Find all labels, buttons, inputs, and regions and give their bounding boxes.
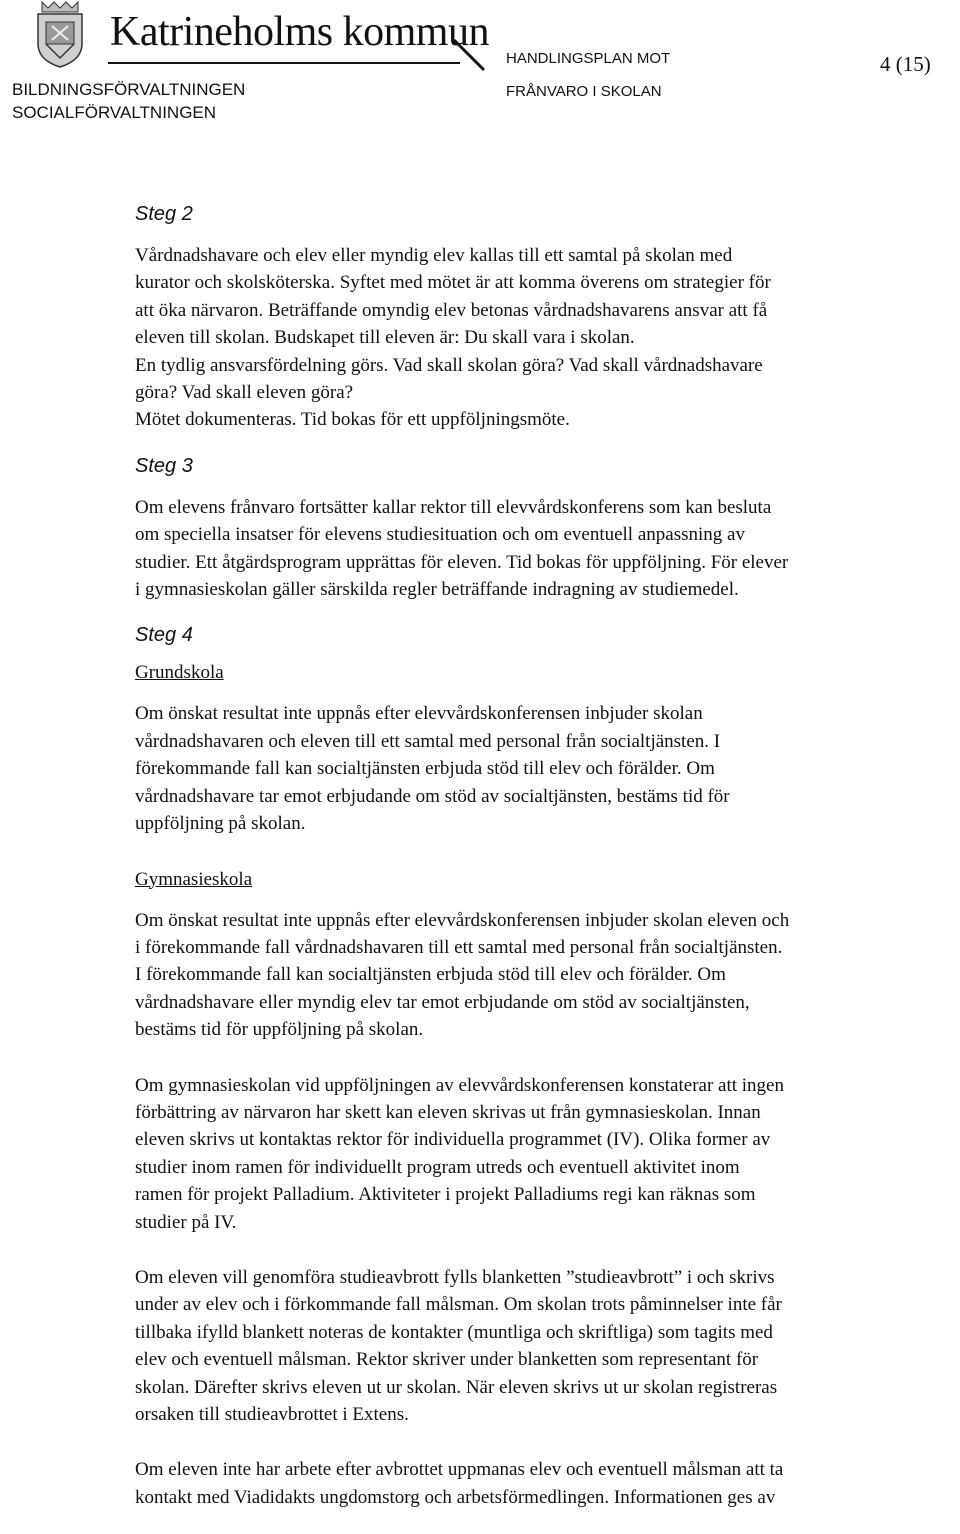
gymnasieskola-subheading: Gymnasieskola	[135, 868, 253, 890]
text-line: förekommande fall kan socialtjänsten erbjuda stöd till elev och förälder. Om	[135, 758, 715, 780]
text-line: elev och eventuell målsman. Rektor skriver under blanketten som representant för	[135, 1349, 759, 1371]
text-line: Om eleven inte har arbete efter avbrottet uppmanas elev och eventuell målsman att ta	[135, 1459, 784, 1481]
gymnasieskola-paragraph-4	[135, 1456, 955, 1511]
page-number: 4 (15)	[880, 52, 931, 76]
document-header	[0, 0, 960, 130]
text-line: under av elev och i förkommande fall målsman. Om skolan trots påminnelser inte får	[135, 1294, 782, 1316]
step-3-heading: Steg 3	[135, 454, 193, 477]
municipal-crest-icon	[34, 0, 86, 68]
text-line: Om önskat resultat inte uppnås efter elevvårdskonferensen inbjuder skolan eleven och	[135, 909, 790, 931]
text-line: ramen för projekt Palladium. Aktiviteter i projekt Palladiums regi kan räknas som	[135, 1184, 756, 1206]
grundskola-subheading: Grundskola	[135, 662, 224, 684]
text-line: förbättring av närvaron har skett kan eleven skrivas ut från gymnasieskolan. Innan	[135, 1101, 761, 1123]
department-1: BILDNINGSFÖRVALTNINGEN	[12, 80, 246, 99]
document-title-line-1: HANDLINGSPLAN MOT	[506, 50, 671, 67]
text-line: vårdnadshavare eller myndig elev tar emot erbjudande om stöd av socialtjänsten,	[135, 991, 750, 1013]
text-line: eleven skrivs ut kontaktas rektor för individuella programmet (IV). Olika former av	[135, 1129, 771, 1151]
text-line: bestäms tid för uppföljning på skolan.	[135, 1019, 424, 1041]
text-line: Mötet dokumenteras. Tid bokas för ett uppföljningsmöte.	[135, 409, 570, 431]
step-4-heading: Steg 4	[135, 624, 193, 647]
text-line: om speciella insatser för elevens studiesituation och om eventuell anpassning av	[135, 524, 745, 546]
text-line: vårdnadshavaren och eleven till ett samtal med personal från socialtjänsten. I	[135, 730, 721, 752]
gymnasieskola-paragraph-3	[135, 1264, 955, 1428]
text-line: Vårdnadshavare och elev eller myndig elev kallas till ett samtal på skolan med	[135, 245, 733, 266]
text-line: studier. Ett åtgärdsprogram upprättas för eleven. Tid bokas för uppföljning. För elever	[135, 551, 789, 573]
step-2-paragraph	[135, 242, 955, 434]
text-line: En tydlig ansvarsfördelning görs. Vad skall skolan göra? Vad skall vårdnadshavare	[135, 354, 763, 376]
document-title-line-2: FRÅNVARO I SKOLAN	[506, 83, 662, 100]
municipality-logo-text: Katrineholms kommun	[110, 9, 489, 55]
grundskola-paragraph	[135, 700, 955, 837]
text-line: eleven till skolan. Budskapet till eleven är: Du skall vara i skolan.	[135, 327, 635, 349]
text-line: I förekommande fall kan socialtjänsten erbjuda stöd till elev och förälder. Om	[135, 964, 726, 986]
gymnasieskola-paragraph-1	[135, 907, 955, 1044]
text-line: skolan. Därefter skrivs eleven ut ur skolan. När eleven skrivs ut ur skolan registreras	[135, 1376, 778, 1398]
text-line: Om gymnasieskolan vid uppföljningen av elevvårdskonferensen konstaterar att ingen	[135, 1074, 784, 1096]
logo-underline	[108, 62, 460, 64]
text-line: uppföljning på skolan.	[135, 813, 306, 835]
department-2: SOCIALFÖRVALTNINGEN	[12, 103, 217, 122]
text-line: göra? Vad skall eleven göra?	[135, 382, 354, 404]
text-line: att öka närvaron. Beträffande omyndig elev betonas vårdnadshavarens ansvar att få	[135, 299, 768, 321]
text-line: Om elevens frånvaro fortsätter kallar rektor till elevvårdskonferens som kan besluta	[135, 496, 772, 518]
text-line: i gymnasieskolan gäller särskilda regler beträffande indragning av studiemedel.	[135, 579, 739, 601]
text-line: studier inom ramen för individuellt program utreds och eventuell aktivitet inom	[135, 1156, 740, 1178]
text-line: i förekommande fall vårdnadshavaren till ett samtal med personal från socialtjänsten.	[135, 936, 783, 958]
step-3-paragraph	[135, 494, 955, 604]
text-line: studier på IV.	[135, 1211, 237, 1233]
text-line: tillbaka ifylld blankett noteras de kontakter (muntliga och skriftliga) som tagits med	[135, 1321, 773, 1343]
text-line: Om eleven vill genomföra studieavbrott fylls blanketten ”studieavbrott” i och skrivs	[135, 1266, 775, 1288]
text-line: kurator och skolsköterska. Syftet med mötet är att komma överens om strategier för	[135, 272, 771, 294]
text-line: vårdnadshavare tar emot erbjudande om stöd av socialtjänsten, bestäms tid för	[135, 785, 730, 807]
text-line: Om önskat resultat inte uppnås efter elevvårdskonferensen inbjuder skolan	[135, 703, 703, 725]
text-line: kontakt med Viadidakts ungdomstorg och arbetsförmedlingen. Informationen ges av	[135, 1486, 776, 1508]
document-body	[135, 200, 955, 1511]
text-line: orsaken till studieavbrottet i Extens.	[135, 1404, 409, 1425]
logo-swoosh-icon	[450, 36, 490, 76]
gymnasieskola-paragraph-2	[135, 1072, 955, 1236]
step-2-heading: Steg 2	[135, 203, 193, 225]
